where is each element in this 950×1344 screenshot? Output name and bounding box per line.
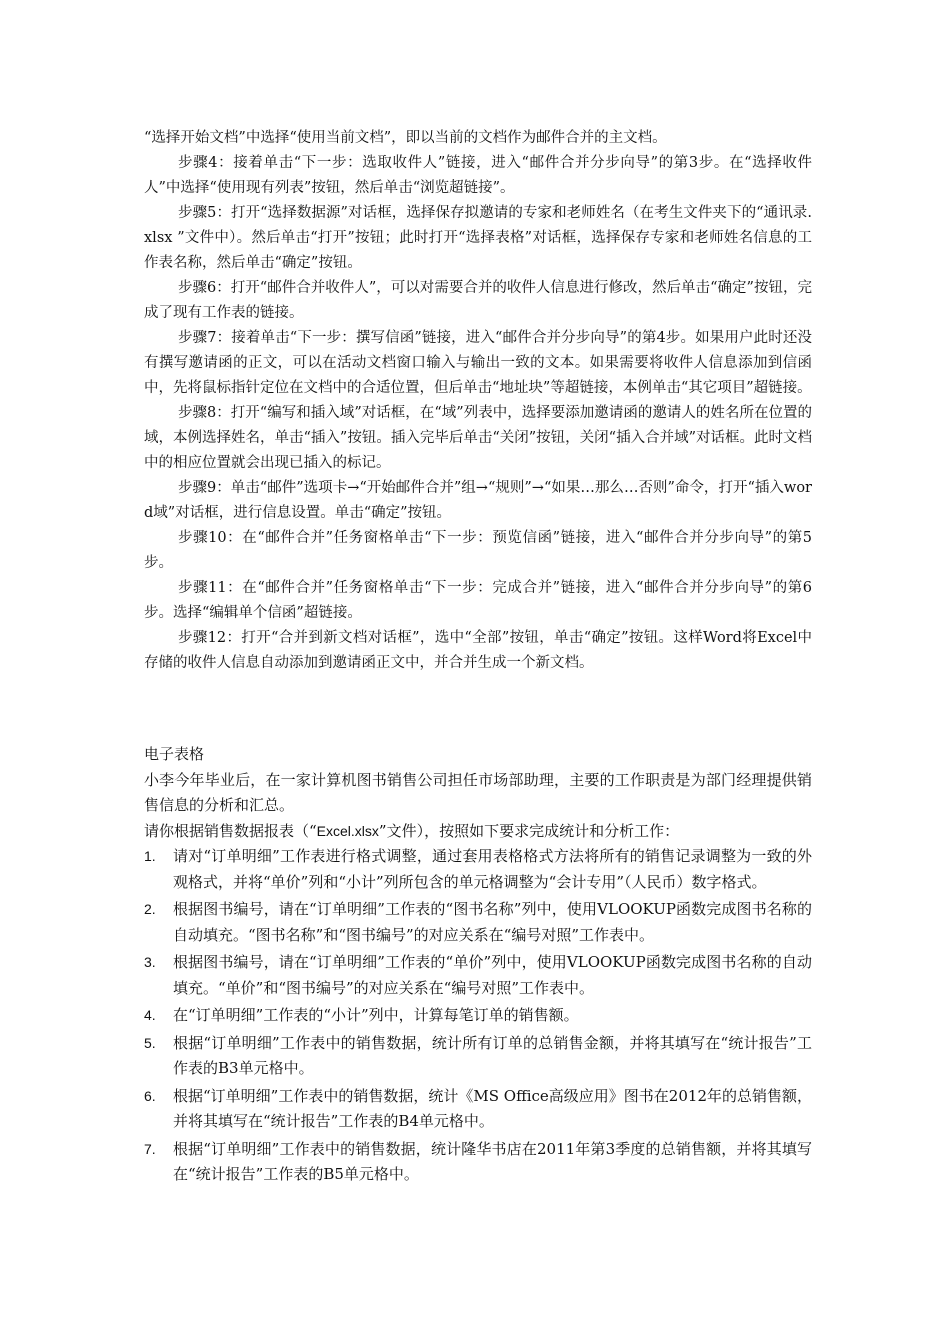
document-page [144, 126, 812, 1190]
task-number: 2. [144, 901, 156, 917]
task-number: 4. [144, 1007, 156, 1023]
task-text: 根据图书编号，请在“订单明细”工作表的“单价”列中，使用VLOOKUP函数完成图书名称的自动填充。“单价”和“图书编号”的对应关系在“编号对照”工作表中。 [173, 953, 812, 997]
task-number: 6. [144, 1087, 156, 1104]
task-text: 请对“订单明细”工作表进行格式调整，通过套用表格格式方法将所有的销售记录调整为一致的外观格式，并将“单价”列和“小计”列所包含的单元格调整为“会计专用”（人民币）数字格式。 [173, 847, 812, 891]
task-number: 5. [144, 1034, 156, 1051]
task-number: 7. [144, 1140, 156, 1157]
step-10-paragraph: 步骤10：在“邮件合并”任务窗格单击“下一步：预览信函”链接，进入“邮件合并分步向导”的第5步。 [144, 530, 812, 571]
task-item-4 [144, 1003, 812, 1029]
section-spacer [144, 676, 812, 742]
task-item-7 [144, 1137, 812, 1188]
section-title: 电子表格 [144, 745, 205, 763]
task-list [144, 844, 812, 1188]
task-item-3 [144, 950, 812, 1001]
step-12-paragraph: 步骤12：打开“合并到新文档对话框”，选中“全部”按钮，单击“确定”按钮。这样Word将Excel中存储的收件人信息自动添加到邀请函正文中，并合并生成一个新文档。 [144, 630, 812, 671]
task-text: 在“订单明细”工作表的“小计”列中，计算每笔订单的销售额。 [173, 1006, 579, 1024]
step-7-paragraph: 步骤7：接着单击“下一步：撰写信函”链接，进入“邮件合并分步向导”的第4步。如果用户此时还没有撰写邀请函的正文，可以在活动文档窗口输入与输出一致的文本。如果需要将收件人信息添加到信函中，先将鼠标指针定位在文档中的合适位置，但后单击“地址块”等超链接，本例单击“其它项目”超链接。 [144, 330, 812, 396]
task-text: 根据“订单明细”工作表中的销售数据，统计隆华书店在2011年第3季度的总销售额，并将其填写在“统计报告”工作表的B5单元格中。 [173, 1139, 812, 1183]
task-text: 根据“订单明细”工作表中的销售数据，统计所有订单的总销售金额，并将其填写在“统计报告”工作表的B3单元格中。 [173, 1033, 812, 1077]
task-text: 根据“订单明细”工作表中的销售数据，统计《MS Office高级应用》图书在2012年的总销售额，并将其填写在“统计报告”工作表的B4单元格中。 [173, 1086, 812, 1130]
instruction-text-after: ”文件），按照如下要求完成统计和分析工作： [378, 821, 680, 840]
step-9-paragraph: 步骤9：单击“邮件”选项卡→“开始邮件合并”组→“规则”→“如果…那么…否则”命令，打开“插入word域”对话框，进行信息设置。单击“确定”按钮。 [144, 480, 812, 521]
excel-file-name: Excel.xlsx [316, 822, 379, 839]
task-item-6 [144, 1084, 812, 1135]
step-8-paragraph: 步骤8：打开“编写和插入域”对话框，在“域”列表中，选择要添加邀请函的邀请人的姓名所在位置的域，本例选择姓名，单击“插入”按钮。插入完毕后单击“关闭”按钮，关闭“插入合并域”对话框。此时文档中的相应位置就会出现已插入的标记。 [144, 405, 812, 471]
task-item-1 [144, 844, 812, 895]
step-4-paragraph: 步骤4：接着单击“下一步：选取收件人”链接，进入“邮件合并分步向导”的第3步。在“选择收件人”中选择“使用现有列表”按钮，然后单击“浏览超链接”。 [144, 155, 812, 196]
task-number: 1. [144, 848, 156, 864]
instruction-text-before: 请你根据销售数据报表（“ [144, 821, 317, 840]
task-number: 3. [144, 954, 156, 970]
step-11-paragraph: 步骤11：在“邮件合并”任务窗格单击“下一步：完成合并”链接，进入“邮件合并分步向导”的第6步。选择“编辑单个信函”超链接。 [144, 580, 812, 621]
task-text: 根据图书编号，请在“订单明细”工作表的“图书名称”列中，使用VLOOKUP函数完成图书名称的自动填充。“图书名称”和“图书编号”的对应关系在“编号对照”工作表中。 [173, 900, 812, 944]
section-instruction-paragraph [144, 819, 812, 845]
step-6-paragraph: 步骤6：打开“邮件合并收件人”，可以对需要合并的收件人信息进行修改，然后单击“确定”按钮，完成了现有工作表的链接。 [144, 280, 812, 321]
step-continuation-paragraph: “选择开始文档”中选择“使用当前文档”，即以当前的文档作为邮件合并的主文档。 [144, 130, 667, 146]
section-intro-paragraph: 小李今年毕业后，在一家计算机图书销售公司担任市场部助理，主要的工作职责是为部门经理提供销售信息的分析和汇总。 [144, 770, 812, 814]
step-5-paragraph: 步骤5：打开“选择数据源”对话框，选择保存拟邀请的专家和老师姓名（在考生文件夹下的“通讯录.xlsx ”文件中）。然后单击“打开”按钮；此时打开“选择表格”对话框，选择保存专家和老师姓名信息的工作表名称，然后单击“确定”按钮。 [144, 205, 812, 271]
task-item-2 [144, 897, 812, 948]
task-item-5 [144, 1031, 812, 1082]
